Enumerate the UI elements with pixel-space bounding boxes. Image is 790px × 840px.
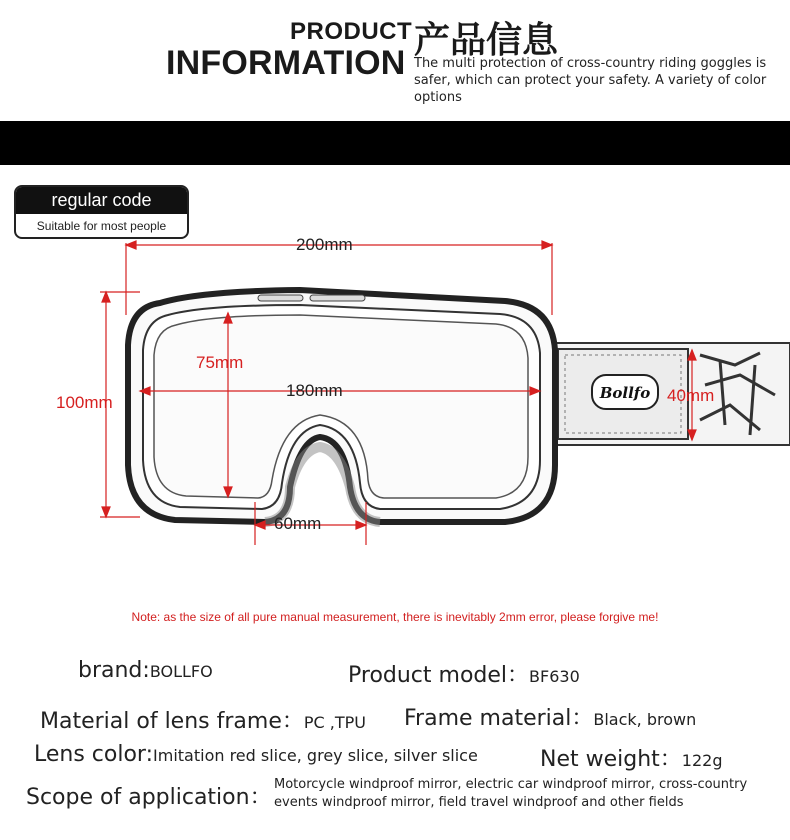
spec-model [348,658,580,689]
dim-total-height: 100mm [56,393,113,412]
spec-scope-value-line1: Motorcycle windproof mirror, electric car windproof mirror, cross-country [274,777,748,792]
spec-lens-color-label: Lens color: [34,742,154,767]
spec-brand-label: brand: [78,658,150,683]
dim-lens-width: 180mm [286,381,343,400]
title-chinese: 产品信息 [414,20,559,61]
spec-lens-frame [40,704,366,735]
size-tag-title: regular code [16,187,187,214]
spec-scope [26,780,272,811]
size-tag-subtitle: Suitable for most people [36,219,167,233]
dim-strap-width: 40mm [667,386,715,405]
spec-lens-color [34,742,478,767]
spec-net-weight [540,742,723,773]
spec-net-weight-label: Net weight： [540,747,682,772]
measurement-note: Note: as the size of all pure manual measurement, there is inevitably 2mm error, please forgive me! [131,610,659,624]
spec-lens-frame-label: Material of lens frame： [40,709,304,734]
black-divider-band [0,121,790,165]
spec-net-weight-value: 122g [681,751,723,770]
spec-frame-material-label: Frame material： [404,706,594,731]
spec-frame-material-value: Black, brown [593,710,697,729]
title-product: PRODUCT [290,18,413,45]
spec-model-value: BF630 [529,667,580,686]
spec-scope-value [274,776,747,812]
spec-frame-material [404,701,696,732]
spec-scope-label: Scope of application： [26,785,272,810]
spec-brand-value: BOLLFO [149,662,213,681]
goggle-frame [128,290,555,522]
dim-lens-height: 75mm [196,353,244,372]
spec-brand [78,658,213,683]
title-information: INFORMATION [166,44,406,82]
brand-logo: Bollfo [599,384,651,402]
spec-scope-value-line2: events windproof mirror, field travel windproof and other fields [274,795,684,810]
dim-nose-width: 60mm [274,514,322,533]
spec-lens-frame-value: PC ,TPU [303,713,366,732]
header-description: The multi protection of cross-country riding goggles is safer, which can protect your safety. A variety of color options [414,56,767,105]
dim-total-width: 200mm [296,235,353,254]
spec-lens-color-value: Imitation red slice, grey slice, silver slice [153,746,478,765]
spec-model-label: Product model： [348,663,530,688]
